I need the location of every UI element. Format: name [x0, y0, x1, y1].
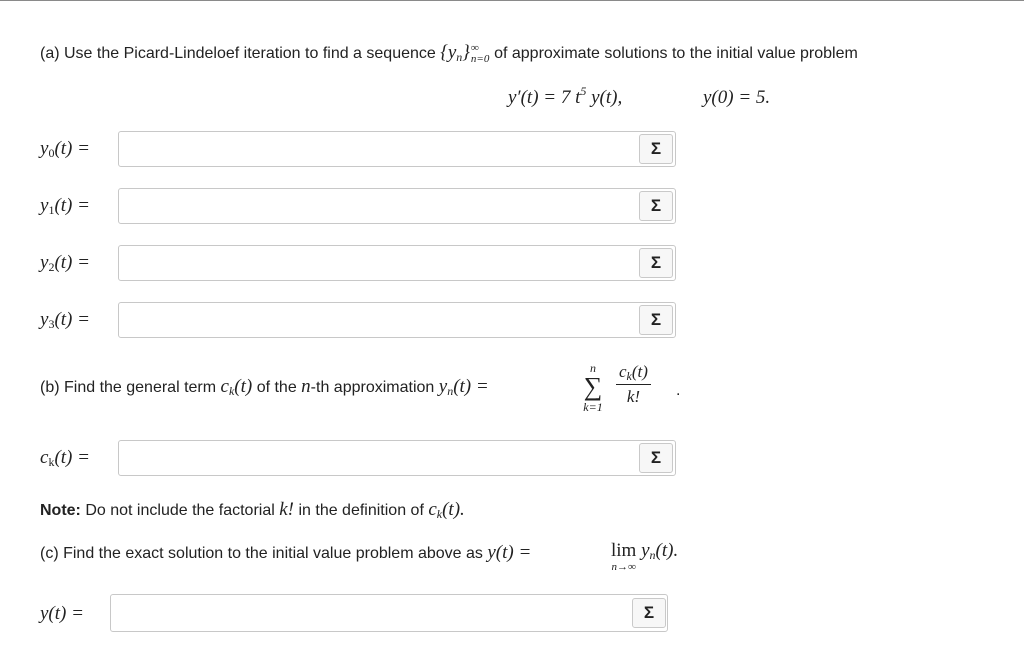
y3-sigma-button[interactable]: Σ — [639, 305, 673, 335]
y0-label: y0(t) = — [40, 138, 90, 160]
y3-label: y3(t) = — [40, 309, 90, 331]
y-label: y(t) = — [40, 603, 84, 624]
summation-symbol: n ∑ k=1 — [583, 361, 603, 414]
ode-equation: y′(t) = 7 $t^5$ y(t), — [508, 84, 623, 108]
y0-input[interactable] — [118, 131, 676, 167]
y1-sigma-button[interactable]: Σ — [639, 191, 673, 221]
part-a-prompt — [40, 42, 858, 65]
limit-expression: lim n→∞ yn(t). — [611, 540, 679, 573]
ck-label: ck(t) = — [40, 447, 90, 469]
part-a-prefix: (a) Use the Picard-Lindeloef iteration to find a sequence — [40, 45, 436, 62]
y1-input[interactable] — [118, 188, 676, 224]
part-c-prompt: (c) Find the exact solution to the initial value problem above as y(t) = — [40, 542, 532, 563]
summation-period: . — [676, 382, 681, 399]
ck-input[interactable] — [118, 440, 676, 476]
y0-sigma-button[interactable]: Σ — [639, 134, 673, 164]
y-sigma-button[interactable]: Σ — [632, 598, 666, 628]
note-text: Note: Do not include the factorial k! in the definition of ck(t). — [40, 499, 465, 521]
ck-term: ck(t) — [220, 376, 253, 398]
sequence-notation: {yn} ∞ n=0 — [440, 41, 490, 65]
part-b-prompt: (b) Find the general term ck(t) of the n-th approximation yn(t) = — [40, 376, 489, 398]
initial-condition: y(0) = 5. — [703, 87, 771, 108]
y2-input[interactable] — [118, 245, 676, 281]
part-a-suffix: of approximate solutions to the initial value problem — [494, 45, 858, 62]
y1-label: y1(t) = — [40, 195, 90, 217]
y3-input[interactable] — [118, 302, 676, 338]
y2-label: y2(t) = — [40, 252, 90, 274]
summation-fraction: ck(t) k! — [616, 362, 651, 407]
top-border — [0, 0, 1024, 1]
yn-term: yn(t) = — [438, 376, 489, 398]
y-input[interactable] — [110, 594, 668, 632]
y2-sigma-button[interactable]: Σ — [639, 248, 673, 278]
ck-sigma-button[interactable]: Σ — [639, 443, 673, 473]
